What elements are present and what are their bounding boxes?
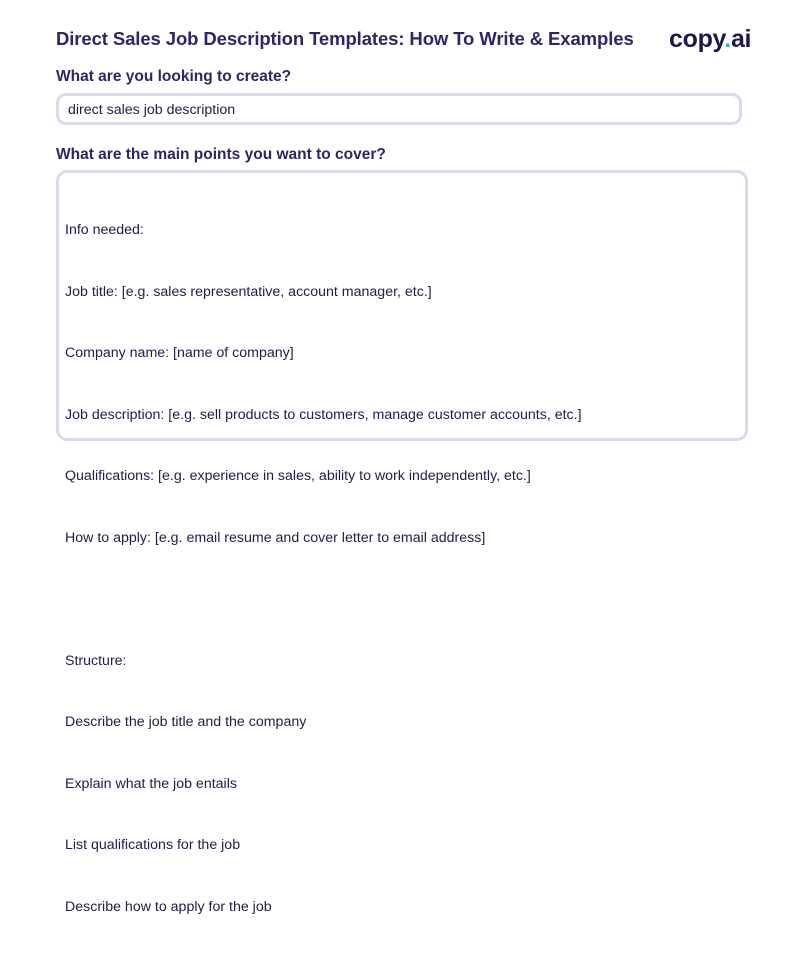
logo-suffix: ai — [730, 25, 752, 53]
points-line: How to apply: [e.g. email resume and cover letter to email address] — [65, 529, 486, 546]
copy-ai-logo — [669, 25, 751, 54]
points-line: Company name: [name of company] — [65, 345, 294, 361]
points-line: Describe the job title and the company — [65, 714, 307, 730]
create-label: What are you looking to create? — [56, 68, 292, 85]
points-line: Explain what the job entails — [65, 775, 237, 792]
points-line: Info needed: — [65, 222, 144, 238]
page-title: Direct Sales Job Description Templates: How To Write & Examples — [56, 28, 634, 49]
points-text — [65, 179, 582, 958]
create-input-value: direct sales job description — [68, 102, 236, 118]
create-input[interactable] — [56, 93, 742, 125]
points-line: Job title: [e.g. sales representative, account manager, etc.] — [65, 283, 432, 300]
points-line: Job description: [e.g. sell products to customers, manage customer accounts, etc.] — [65, 406, 582, 423]
logo-name: copy — [669, 25, 725, 53]
logo-dot: . — [724, 25, 731, 53]
points-line: Structure: — [65, 652, 127, 669]
points-label: What are the main points you want to cover? — [56, 146, 386, 163]
points-line — [65, 589, 582, 610]
points-textarea[interactable] — [56, 170, 748, 915]
points-line: Describe how to apply for the job — [65, 898, 272, 915]
points-line: List qualifications for the job — [65, 837, 241, 853]
points-line: Qualifications: [e.g. experience in sales, ability to work independently, etc.] — [65, 468, 531, 484]
